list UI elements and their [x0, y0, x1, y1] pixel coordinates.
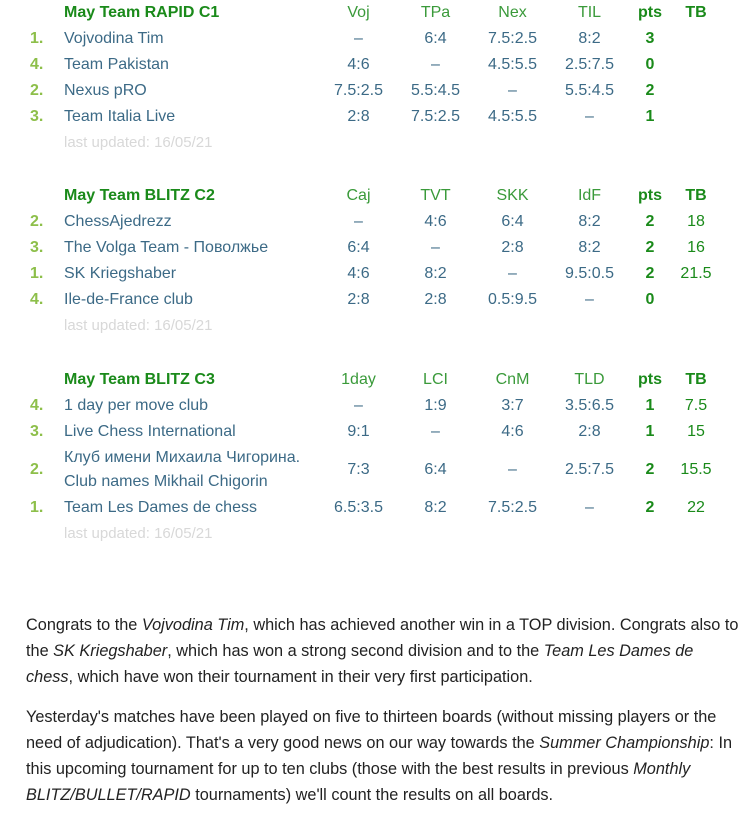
- result-cell: 7.5:2.5: [411, 108, 460, 125]
- tiebreak: 18: [687, 213, 705, 230]
- team-name: Team Les Dames de chess: [64, 499, 257, 516]
- text-span: : In this upcoming tournament for up to ten clubs (those with the best results in previous: [26, 734, 733, 778]
- result-cell: 0.5:9.5: [488, 291, 537, 308]
- pts-header: pts: [638, 371, 662, 388]
- rank: 3.: [30, 108, 44, 125]
- table-row: [30, 393, 720, 419]
- result-cell: –: [354, 30, 363, 47]
- rank: 4.: [30, 291, 44, 308]
- team-name: Live Chess International: [64, 423, 236, 440]
- team-name: Nexus pRO: [64, 82, 147, 99]
- result-cell: 6:4: [347, 239, 370, 256]
- team-mention: Vojvodina Tim: [141, 616, 245, 634]
- result-cell: 7:3: [347, 461, 370, 478]
- result-cell: 7.5:2.5: [488, 499, 537, 516]
- points: 0: [645, 56, 655, 73]
- tiebreak: 22: [687, 499, 705, 516]
- result-cell: –: [508, 265, 517, 282]
- column-header: IdF: [577, 187, 602, 204]
- rank: 4.: [30, 397, 44, 414]
- result-cell: –: [508, 461, 517, 478]
- tb-header: TB: [685, 371, 707, 388]
- points: 0: [645, 291, 655, 308]
- last-updated: last updated: 16/05/21: [64, 317, 213, 334]
- team-name: Ile-de-France club: [64, 291, 193, 308]
- team-mention: Team Les Dames de chess: [26, 642, 694, 686]
- tiebreak: 15: [687, 423, 705, 440]
- result-cell: 2:8: [578, 423, 601, 440]
- result-cell: 1:9: [424, 397, 447, 414]
- column-header: CnM: [495, 371, 530, 388]
- points: 1: [645, 397, 655, 414]
- tiebreak: 15.5: [680, 461, 712, 478]
- result-cell: 2:8: [347, 108, 370, 125]
- table-row: [30, 104, 720, 130]
- team-name: Team Pakistan: [64, 56, 169, 73]
- result-cell: 4:6: [424, 213, 447, 230]
- text-span: Congrats to the: [26, 616, 142, 634]
- points: 2: [645, 82, 655, 99]
- result-cell: –: [354, 397, 363, 414]
- tiebreak: [672, 52, 720, 78]
- column-header: Caj: [346, 187, 371, 204]
- table-row: [30, 78, 720, 104]
- event-mention: Monthly BLITZ/BULLET/RAPID: [26, 760, 691, 804]
- result-cell: 2:8: [347, 291, 370, 308]
- result-cell: 2.5:7.5: [565, 56, 614, 73]
- result-cell: 2.5:7.5: [565, 461, 614, 478]
- team-name: Team Italia Live: [64, 108, 176, 125]
- team-mention: SK Kriegshaber: [53, 642, 168, 660]
- result-cell: 7.5:2.5: [334, 82, 383, 99]
- team-name: ChessAjedrezz: [64, 213, 172, 230]
- rank: 1.: [30, 265, 44, 282]
- result-cell: 6:4: [501, 213, 524, 230]
- result-cell: 5.5:4.5: [411, 82, 460, 99]
- matches-paragraph: [26, 704, 742, 808]
- result-cell: –: [585, 291, 594, 308]
- rank: 1.: [30, 499, 44, 516]
- result-cell: 9.5:0.5: [565, 265, 614, 282]
- rank: 1.: [30, 30, 44, 47]
- table-title: May Team BLITZ C2: [64, 187, 215, 204]
- result-cell: –: [431, 239, 440, 256]
- result-cell: 4.5:5.5: [488, 56, 537, 73]
- table-title: May Team BLITZ C3: [64, 371, 215, 388]
- result-cell: 2:8: [424, 291, 447, 308]
- tiebreak: [672, 104, 720, 130]
- event-mention: Summer Championship: [539, 734, 710, 752]
- rank: 2.: [30, 213, 44, 230]
- result-cell: 3.5:6.5: [565, 397, 614, 414]
- result-cell: 4:6: [501, 423, 524, 440]
- table-row: [30, 419, 720, 445]
- team-name: The Volga Team - Поволжье: [64, 239, 269, 256]
- last-updated: last updated: 16/05/21: [64, 525, 213, 542]
- table-row: [30, 495, 720, 521]
- result-cell: 8:2: [424, 265, 447, 282]
- result-cell: 4:6: [347, 265, 370, 282]
- result-cell: –: [354, 213, 363, 230]
- crosstable-blitz-c2: [30, 183, 720, 339]
- points: 1: [645, 108, 655, 125]
- text-span: , which has achieved another win in a TOP division. Congrats also to the: [26, 616, 739, 660]
- rank: 2.: [30, 82, 44, 99]
- column-header: TLD: [574, 371, 605, 388]
- result-cell: 3:7: [501, 397, 524, 414]
- result-cell: 9:1: [347, 423, 370, 440]
- crosstable-blitz-c3: [30, 367, 720, 547]
- last-updated-row: [30, 130, 720, 156]
- table-header-row: [30, 0, 720, 26]
- tiebreak: [672, 26, 720, 52]
- result-cell: 7.5:2.5: [488, 30, 537, 47]
- result-cell: 8:2: [578, 30, 601, 47]
- tiebreak: [672, 78, 720, 104]
- rank: 2.: [30, 461, 44, 478]
- points: 3: [645, 30, 655, 47]
- pts-header: pts: [638, 187, 662, 204]
- table-row: [30, 235, 720, 261]
- result-cell: 8:2: [424, 499, 447, 516]
- team-name: SK Kriegshaber: [64, 265, 177, 282]
- points: 2: [645, 239, 655, 256]
- result-cell: –: [508, 82, 517, 99]
- last-updated-row: [30, 313, 720, 339]
- table-header-row: [30, 367, 720, 393]
- text-span: , which have won their tournament in their very first participation.: [68, 668, 533, 686]
- table-row: [30, 287, 720, 313]
- points: 2: [645, 461, 655, 478]
- table-row: [30, 261, 720, 287]
- result-cell: –: [585, 108, 594, 125]
- result-cell: –: [431, 423, 440, 440]
- result-cell: 6:4: [424, 461, 447, 478]
- table-title: May Team RAPID C1: [64, 4, 220, 21]
- column-header: 1day: [341, 371, 376, 388]
- text-span: Yesterday's matches have been played on five to thirteen boards (without missing players or the need of adjudication). That's a very good news on our way towards the: [26, 708, 717, 752]
- team-name: Клуб имени Михаила Чигорина. Club names Mikhail Chigorin: [64, 449, 301, 490]
- result-cell: 8:2: [578, 239, 601, 256]
- result-cell: 6.5:3.5: [334, 499, 383, 516]
- tb-header: TB: [685, 187, 707, 204]
- table-header-row: [30, 183, 720, 209]
- tiebreak: 16: [687, 239, 705, 256]
- result-cell: –: [431, 56, 440, 73]
- table-row: [30, 52, 720, 78]
- rank: 3.: [30, 239, 44, 256]
- text-span: , which has won a strong second division and to the: [167, 642, 544, 660]
- points: 2: [645, 499, 655, 516]
- congrats-paragraph: [26, 612, 742, 690]
- points: 2: [645, 265, 655, 282]
- result-cell: 4.5:5.5: [488, 108, 537, 125]
- tiebreak: 7.5: [684, 397, 708, 414]
- pts-header: pts: [638, 4, 662, 21]
- team-name: Vojvodina Tim: [64, 30, 164, 47]
- crosstable-rapid-c1: [30, 0, 720, 156]
- column-header: SKK: [496, 187, 529, 204]
- table-row: [30, 209, 720, 235]
- article-text: [26, 612, 742, 808]
- last-updated: last updated: 16/05/21: [64, 134, 213, 151]
- tb-header: TB: [685, 4, 707, 21]
- result-cell: 5.5:4.5: [565, 82, 614, 99]
- table-row: [30, 26, 720, 52]
- last-updated-row: [30, 521, 720, 547]
- team-name: 1 day per move club: [64, 397, 209, 414]
- text-span: tournaments) we'll count the results on all boards.: [190, 786, 554, 804]
- points: 1: [645, 423, 655, 440]
- rank: 3.: [30, 423, 44, 440]
- result-cell: 2:8: [501, 239, 524, 256]
- column-header: Nex: [498, 4, 527, 21]
- tiebreak: 21.5: [680, 265, 712, 282]
- column-header: TIL: [577, 4, 602, 21]
- result-cell: 8:2: [578, 213, 601, 230]
- rank: 4.: [30, 56, 44, 73]
- column-header: TVT: [420, 187, 451, 204]
- tiebreak: [672, 287, 720, 313]
- points: 2: [645, 213, 655, 230]
- result-cell: –: [585, 499, 594, 516]
- column-header: TPa: [420, 4, 451, 21]
- column-header: LCI: [423, 371, 448, 388]
- result-cell: 6:4: [424, 30, 447, 47]
- column-header: Voj: [347, 4, 370, 21]
- table-row: [30, 445, 720, 495]
- result-cell: 4:6: [347, 56, 370, 73]
